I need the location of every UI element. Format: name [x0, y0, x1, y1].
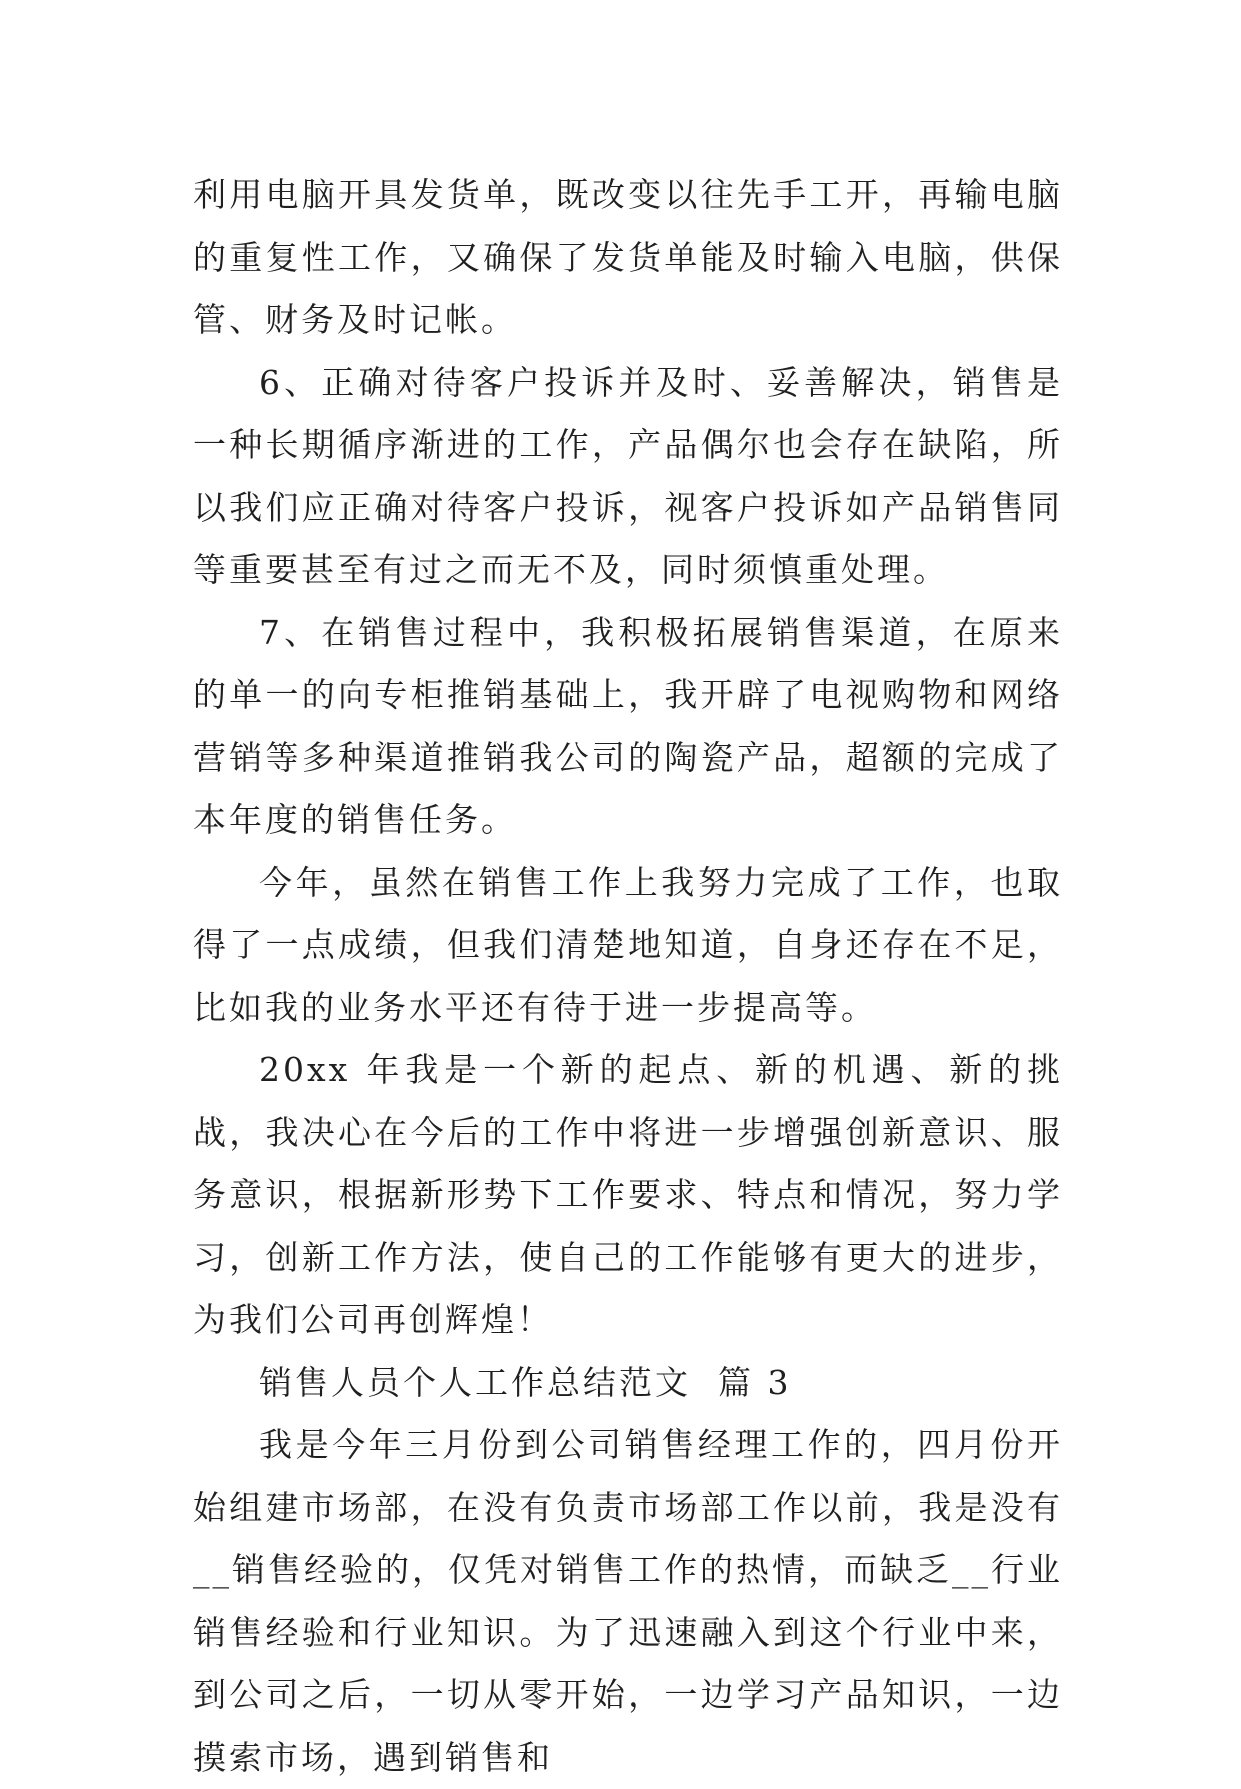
section-heading: 销售人员个人工作总结范文 篇 3 [259, 1362, 792, 1402]
paragraph-next-year: 20xx 年我是一个新的起点、新的机遇、新的挑战，我决心在今后的工作中将进一步增强创新意识、服务意识，根据新形势下工作要求、特点和情况，努力学习，创新工作方法，使自己的工作能够有更大的进步，为我们公司再创辉煌！ [193, 1050, 1063, 1339]
paragraph-item-7: 7、在销售过程中，我积极拓展销售渠道，在原来的单一的向专柜推销基础上，我开辟了电视购物和网络营销等多种渠道推销我公司的陶瓷产品，超额的完成了本年度的销售任务。 [193, 612, 1063, 839]
paragraph-item-6: 6、正确对待客户投诉并及时、妥善解决，销售是一种长期循序渐进的工作，产品偶尔也会存在缺陷，所以我们应正确对待客户投诉，视客户投诉如产品销售同等重要甚至有过之而无不及，同时须慎重处理。 [193, 362, 1063, 589]
paragraph-continuation: 利用电脑开具发货单，既改变以往先手工开，再输电脑的重复性工作，又确保了发货单能及时输入电脑，供保管、财务及时记帐。 [193, 175, 1063, 339]
document-body [193, 164, 1063, 1789]
paragraph-this-year: 今年，虽然在销售工作上我努力完成了工作，也取得了一点成绩，但我们清楚地知道，自身还存在不足，比如我的业务水平还有待于进一步提高等。 [193, 862, 1063, 1027]
section-paragraph: 我是今年三月份到公司销售经理工作的，四月份开始组建市场部，在没有负责市场部工作以前，我是没有__销售经验的，仅凭对销售工作的热情，而缺乏__行业销售经验和行业知识。为了迅速融入到这个行业中来，到公司之后，一切从零开始，一边学习产品知识，一边摸索市场，遇到销售和 [193, 1425, 1063, 1777]
